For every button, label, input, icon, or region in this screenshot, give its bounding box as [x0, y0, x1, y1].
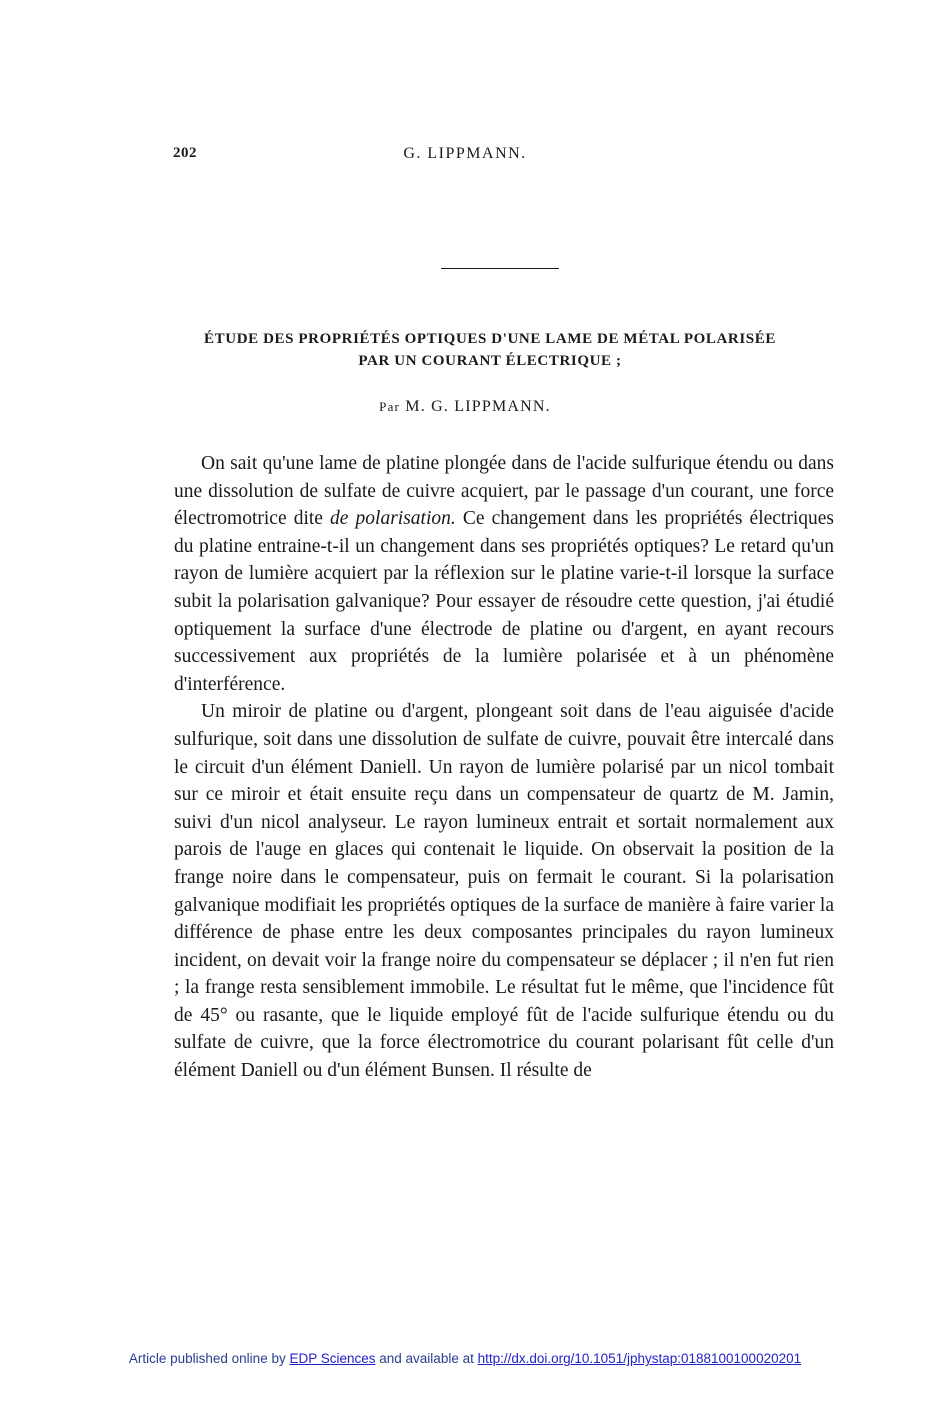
title-line-1: ÉTUDE DES PROPRIÉTÉS OPTIQUES D'UNE LAME DE MÉTAL POLARISÉE	[204, 331, 776, 347]
paragraph-1-start: On sait qu'une lame de platine plongée dans de l'acide sulfurique étendu ou dans une dissolution de sulfate de cuivre acquiert, par le passage d'un courant, une force électromotrice dite	[174, 453, 834, 530]
publisher-link[interactable]: EDP Sciences	[289, 1351, 376, 1366]
footer-prefix: Article published online by	[128, 1351, 290, 1366]
paragraph-1	[174, 450, 834, 698]
article-title	[140, 328, 840, 372]
page-number: 202	[173, 145, 197, 161]
running-head: G. LIPPMANN.	[403, 145, 527, 162]
byline	[0, 398, 930, 416]
publication-footer	[0, 1351, 930, 1366]
article-body	[174, 450, 834, 1085]
doi-link[interactable]: http://dx.doi.org/10.1051/jphystap:0188100100020201	[477, 1351, 802, 1366]
paragraph-1-italic-term: de polarisation.	[330, 508, 456, 530]
separator-rule	[441, 268, 559, 269]
paragraph-1-end: Ce changement dans les propriétés électriques du platine entraine-t-il un changement dans ses propriétés optiques? Le retard qu'un rayon de lumière acquiert par la réflexion sur le platine varie-t-il lorsque la surface subit la polarisation galvanique? Pour essayer de résoudre cette question, j'ai étudié optiquement la surface d'une électrode de platine ou d'argent, en ayant recours successivement aux propriétés de la lumière polarisée et à un phénomène d'interférence.	[174, 508, 834, 695]
footer-middle: and available at	[375, 1351, 478, 1366]
paragraph-2: Un miroir de platine ou d'argent, plongeant soit dans de l'eau aiguisée d'acide sulfurique, soit dans une dissolution de sulfate de cuivre, pouvait être intercalé dans le circuit d'un élément Daniell. Un rayon de lumière polarisé par un nicol tombait sur ce miroir et était ensuite reçu dans un compensateur de quartz de M. Jamin, suivi d'un nicol analyseur. Le rayon lumineux entrait et sortait normalement aux parois de l'auge en glaces qui contenait le liquide. On observait la position de la frange noire dans le compensateur, puis on fermait le courant. Si la polarisation galvanique modifiait les propriétés optiques de la surface de manière à faire varier la différence de phase entre les deux composantes principales du rayon lumineux incident, on devait voir la frange noire du compensateur se déplacer ; il n'en fut rien ; la frange resta sensiblement immobile. Le résultat fut le même, que l'incidence fût de 45° ou rasante, que le liquide employé fût de l'acide sulfurique étendu ou du sulfate de cuivre, que la force électromotrice du courant polarisant fût celle d'un élément Daniell ou d'un élément Bunsen. Il résulte de	[174, 701, 835, 1082]
title-line-2: PAR UN COURANT ÉLECTRIQUE ;	[358, 353, 622, 369]
byline-author: M. G. LIPPMANN.	[400, 398, 551, 415]
byline-prefix: Par	[379, 399, 401, 414]
